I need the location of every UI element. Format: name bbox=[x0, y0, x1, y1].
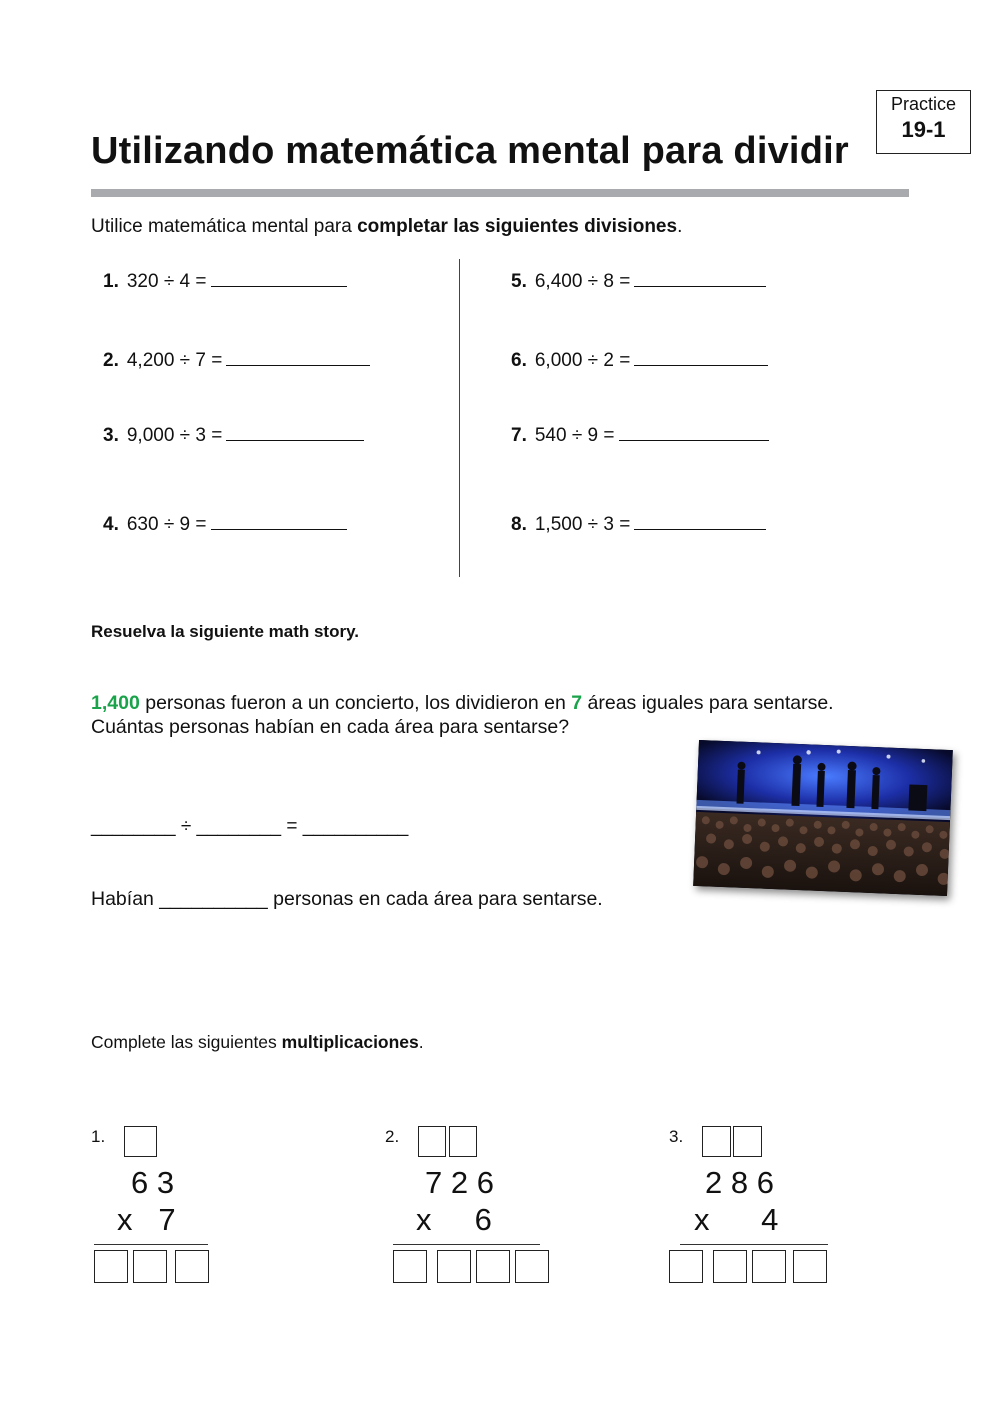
multiplication-instructions bbox=[91, 1032, 424, 1053]
answer-blank[interactable] bbox=[619, 422, 769, 441]
story-equation[interactable]: ________ ÷ ________ = __________ bbox=[91, 816, 409, 837]
problem-expression: 630 ÷ 9 = bbox=[126, 514, 207, 535]
problem-number: 2. bbox=[103, 350, 119, 371]
division-instructions bbox=[91, 216, 682, 238]
answer-box[interactable] bbox=[94, 1250, 128, 1283]
problem-expression: 6,000 ÷ 2 = bbox=[534, 350, 631, 371]
division-problem-7 bbox=[511, 422, 769, 447]
mult-result-line bbox=[680, 1244, 828, 1245]
mult-bottom-number: x 4 bbox=[694, 1202, 779, 1237]
story-text-part: áreas iguales para sentarse. bbox=[582, 692, 834, 714]
answer-box[interactable] bbox=[669, 1250, 703, 1283]
practice-badge bbox=[876, 90, 971, 154]
answer-blank[interactable] bbox=[226, 422, 364, 441]
story-text-part: personas fueron a un concierto, los dividieron en bbox=[139, 692, 572, 714]
answer-box[interactable] bbox=[437, 1250, 471, 1283]
mult-top-number: 7 2 6 bbox=[425, 1165, 494, 1200]
answer-blank[interactable] bbox=[211, 268, 347, 287]
problem-expression: 1,500 ÷ 3 = bbox=[534, 514, 631, 535]
column-divider bbox=[459, 259, 460, 577]
carry-box[interactable] bbox=[702, 1126, 731, 1157]
story-heading: Resuelva la siguiente math story. bbox=[91, 622, 359, 641]
story-answer-sentence[interactable]: Habían __________ personas en cada área para sentarse. bbox=[91, 888, 603, 910]
answer-box[interactable] bbox=[393, 1250, 427, 1283]
problem-number: 7. bbox=[511, 425, 527, 446]
answer-blank[interactable] bbox=[634, 268, 766, 287]
answer-box[interactable] bbox=[175, 1250, 209, 1283]
story-text bbox=[91, 691, 921, 739]
division-problem-3 bbox=[103, 422, 364, 447]
story-number-people: 1,400 bbox=[91, 692, 140, 714]
answer-box[interactable] bbox=[752, 1250, 786, 1283]
mult-top-number: 6 3 bbox=[131, 1165, 175, 1200]
problem-expression: 320 ÷ 4 = bbox=[126, 271, 207, 292]
mult-instr-text: Complete las siguientes bbox=[91, 1032, 282, 1052]
problem-number: 5. bbox=[511, 271, 527, 292]
division-problem-1 bbox=[103, 268, 347, 293]
answer-blank[interactable] bbox=[226, 347, 370, 366]
mult-top-number: 2 8 6 bbox=[705, 1165, 774, 1200]
problem-number: 1. bbox=[103, 271, 119, 292]
mult-bottom-number: x 6 bbox=[416, 1202, 492, 1237]
problem-expression: 9,000 ÷ 3 = bbox=[126, 425, 223, 446]
concert-image bbox=[693, 740, 953, 896]
mult-bottom-number: x 7 bbox=[117, 1202, 176, 1237]
answer-blank[interactable] bbox=[634, 511, 766, 530]
division-problem-2 bbox=[103, 347, 370, 372]
title-divider bbox=[91, 189, 909, 197]
answer-box[interactable] bbox=[476, 1250, 510, 1283]
division-problem-8 bbox=[511, 511, 766, 536]
answer-blank[interactable] bbox=[634, 347, 768, 366]
carry-box[interactable] bbox=[124, 1126, 157, 1157]
story-question: Cuántas personas habían en cada área para sentarse? bbox=[91, 716, 570, 738]
division-problem-6 bbox=[511, 347, 768, 372]
concert-photo bbox=[693, 740, 953, 896]
practice-label: Practice bbox=[890, 94, 957, 114]
mult-label: 3. bbox=[669, 1127, 684, 1146]
instructions-suffix: . bbox=[677, 216, 683, 237]
story-number-areas: 7 bbox=[571, 692, 583, 714]
instructions-text: Utilice matemática mental para bbox=[91, 216, 358, 237]
mult-label: 1. bbox=[91, 1127, 106, 1146]
carry-box[interactable] bbox=[449, 1126, 477, 1157]
mult-result-line bbox=[393, 1244, 540, 1245]
instructions-bold: completar las siguientes divisiones bbox=[357, 216, 678, 237]
page-title: Utilizando matemática mental para dividir bbox=[91, 130, 849, 172]
mult-instr-suffix: . bbox=[418, 1032, 424, 1052]
practice-number: 19-1 bbox=[901, 117, 946, 142]
mult-label: 2. bbox=[385, 1127, 400, 1146]
problem-number: 8. bbox=[511, 514, 527, 535]
problem-expression: 4,200 ÷ 7 = bbox=[126, 350, 223, 371]
problem-number: 6. bbox=[511, 350, 527, 371]
answer-blank[interactable] bbox=[211, 511, 347, 530]
problem-expression: 540 ÷ 9 = bbox=[534, 425, 615, 446]
problem-number: 3. bbox=[103, 425, 119, 446]
answer-box[interactable] bbox=[515, 1250, 549, 1283]
division-problem-4 bbox=[103, 511, 347, 536]
problem-number: 4. bbox=[103, 514, 119, 535]
answer-box[interactable] bbox=[713, 1250, 747, 1283]
answer-box[interactable] bbox=[133, 1250, 167, 1283]
carry-box[interactable] bbox=[418, 1126, 446, 1157]
carry-box[interactable] bbox=[733, 1126, 762, 1157]
mult-instr-bold: multiplicaciones bbox=[281, 1032, 419, 1052]
division-problem-5 bbox=[511, 268, 766, 293]
answer-box[interactable] bbox=[793, 1250, 827, 1283]
mult-result-line bbox=[94, 1244, 208, 1245]
problem-expression: 6,400 ÷ 8 = bbox=[534, 271, 631, 292]
